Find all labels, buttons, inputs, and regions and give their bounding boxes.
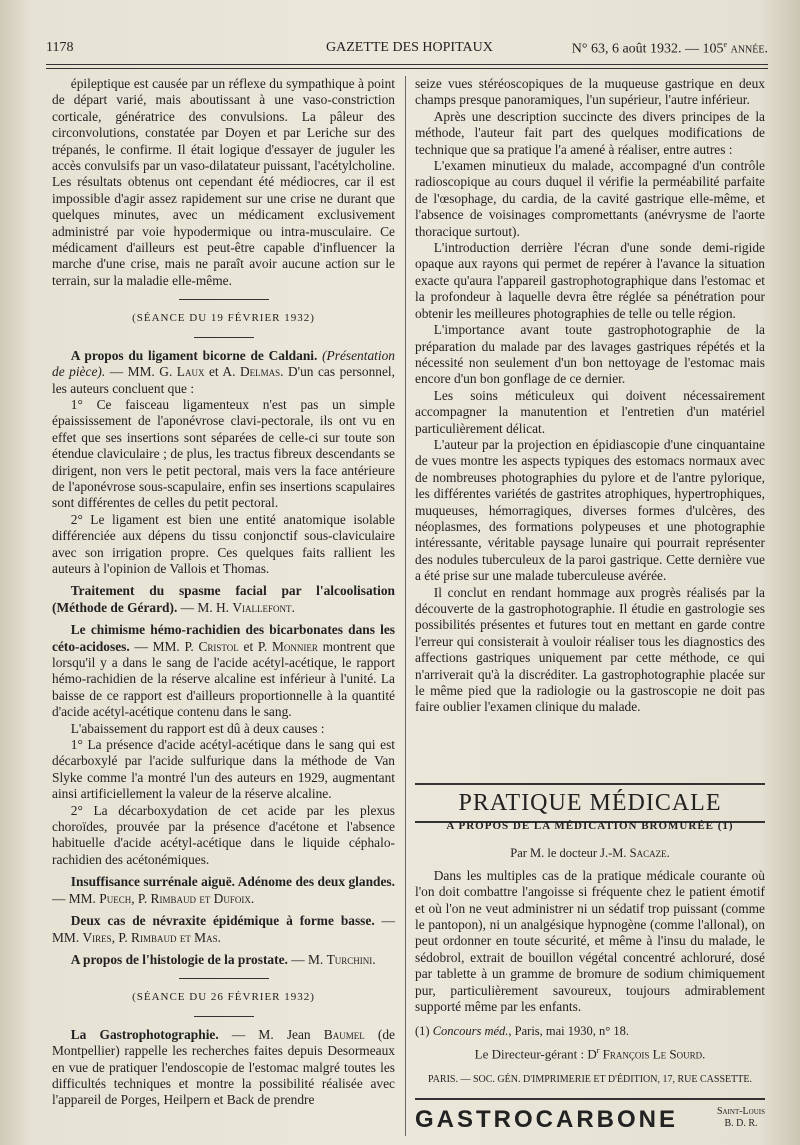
header-rule xyxy=(46,64,768,65)
paragraph: L'importance avant toute gastrophotographie de la préparation du malade par des lavages gastriques répétés et la nécessité non seulement d'un bon nettoyage de l'estomac mais encore d'un bon gonflage de ce dernier. xyxy=(415,322,765,387)
publisher-line: Le Directeur-gérant : $D^r$ François Le Sourd. xyxy=(474,1046,706,1062)
journal-title: GAZETTE DES HOPITAUX xyxy=(326,40,493,55)
session-heading: (SÉANCE DU 19 FÉVRIER 1932) xyxy=(132,312,315,325)
page-number: 1178 xyxy=(46,40,74,55)
article-title: A PROPOS DE LA MÉDICATION BROMURÉE (1) xyxy=(446,820,734,832)
paragraph: 1° La présence d'acide acétyl-acétique dans le sang qui est décarboxylé par l'acide sulfurique dans la méthode de Van Slyke comme l'a montré l'un des auteurs en 1929, augmentant ainsi artificiellement la valeur de la réserve alcaline. xyxy=(52,737,395,802)
paragraph: épileptique est causée par un réflexe du sympathique à point de départ varié, mais aboutissant à une vaso-constriction corticale, génératrice des convulsions. La pâleur des circonvolutions, constatée par Doyen et par Leriche sur des trépanés, le confirme. Il était logique d'essayer de juguler les accès convulsifs par un vaso-dilatateur puissant, l'acétylcholine. Les résultats obtenus ont cependant été médiocres, car il est impossible d'agir assez rapidement sur une crise ne durant que quelques minutes, avec un médicament exclusivement administré par voie hypodermique ou intra-musculaire. Ce médicament d'ailleurs est peut-être capable d'influencer la marche d'une crise, mais ne paraît avoir aucune action sur le terrain, sur la maladie elle-même. xyxy=(52,76,395,288)
article-prostate: A propos de l'histologie de la prostate. — M. Turchini. xyxy=(70,951,376,967)
article-gastrophotographie: La Gastrophotographie. — M. Jean Baumel (de Montpellier) rappelle les recherches faites depuis Desormeaux en vue de pratiquer l'endoscopie de l'estomac malgré toutes les difficultés techniques et montre la possibilité réalisée avec l'appareil de Porges, Heilpern et Back de prendre xyxy=(52,1026,395,1108)
left-column xyxy=(52,76,395,1109)
column-divider xyxy=(405,76,406,1136)
separator xyxy=(179,978,269,979)
advertisement xyxy=(415,1098,765,1140)
header-rule-2 xyxy=(46,68,768,69)
article-surrenale: Insuffisance surrénale aiguë. Adénome des deux glandes. — MM. Puech, P. Rimbaud et Dufoix. xyxy=(52,874,395,906)
paragraph: L'abaissement du rapport est dû à deux causes : xyxy=(70,720,325,736)
issue-info: N° 63, 6 août 1932. — 105e année. xyxy=(571,40,768,57)
paragraph: L'introduction derrière l'écran d'une sonde demi-rigide opaque aux rayons qui permet de repérer à l'avance la situation exacte qu'aura l'appareil gastrophotographique dans l'estomac et la profondeur à laquelle devra être réglée sa pénétration pour obtenir les meilleures photographies de telle ou telle région. xyxy=(415,240,765,321)
ad-brand: GASTROCARBONE xyxy=(415,1106,679,1133)
imprint: PARIS. — SOC. GÉN. D'IMPRIMERIE ET D'ÉDITION, 17, RUE CASSETTE. xyxy=(428,1074,752,1085)
separator xyxy=(194,1016,254,1017)
section-title: PRATIQUE MÉDICALE xyxy=(415,783,765,823)
article-chimisme: Le chimisme hémo-rachidien des bicarbonates dans les céto-acidoses. — MM. P. Cristol et P. Monnier montrent que lorsqu'il y a dans le sang de l'acide acétyl-acétique, le rapport hémo-rachidien de la réserve alcaline est inférieur à l'unité. La baisse de ce rapport est d'ailleurs proportionnelle à la quantité d'acide acétyl-acétique contenu dans le sang. xyxy=(52,622,395,720)
running-header xyxy=(46,40,768,64)
article-spasme: Traitement du spasme facial par l'alcoolisation (Méthode de Gérard). — M. H. Viallefont. xyxy=(52,583,395,615)
ad-lab: Saint-Louis B. D. R. xyxy=(716,1106,765,1129)
footnote: (1) Concours méd., Paris, mai 1930, n° 18. xyxy=(415,1024,630,1038)
paragraph: Après une description succincte des divers principes de la méthode, l'auteur fait part des quelques modifications de technique que sa pratique l'a amené à réaliser, entre autres : xyxy=(415,108,765,157)
paragraph: 2° Le ligament est bien une entité anatomique isolable différenciée aux dépens du tissu conjonctif sous-claviculaire avec son irrigation propre. Ces quelques faits rallient les auteurs à l'opinion de Vallois et Thomas. xyxy=(52,511,395,576)
article-nevraxite: Deux cas de névraxite épidémique à forme basse. — MM. Vires, P. Rimbaud et Mas. xyxy=(52,913,395,945)
paragraph: L'auteur par la projection en épidiascopie d'une cinquantaine de vues montre les aspects typiques des estomacs normaux avec de nombreuses photographies du pylore et de l'antre pylorique, les différentes variétés de gastrites atrophiques, hypertrophiques, muqueuses, hémorragiques, diverses formes d'ulcères, des néoplasmes, des formations polypeuses et une photographie intéressante, véritable paysage lunaire qui pourrait représenter des nodules tuberculeux de la paroi gastrique. Cette dernière vue a été prise sur une malade tuberculeuse avérée. xyxy=(415,436,765,584)
paragraph: seize vues stéréoscopiques de la muqueuse gastrique en deux champs presque panoramiques, l'un supérieur, l'autre inférieur. xyxy=(415,76,765,108)
paragraph: 1° Ce faisceau ligamenteux n'est pas un simple épaississement de l'aponévrose clavi-pectorale, ils ont vu en effet que ses insertions sont séparées de celle-ci sur toute son étendue claviculaire ; de plus, les tractus fibreux descendants se dirigent, non vers le petit pectoral, mais vers la face antérieure de l'aponévrose sous-scapulaire, enfin ses insertions scapulaires sont différentes de celles du petit pectoral. xyxy=(52,396,395,511)
paragraph: Il conclut en rendant hommage aux progrès réalisés par la découverte de la gastrophotographie. Il étudie en gastrologie ses possibilités présentes et futures tout en mettant en garde contre l'erreur qui consisterait à vouloir réaliser tous les diagnostics des affections gastriques uniquement par cette méthode, ce qui n'arriverait qu'à la discréditer. La gastrophotographie placée sur le même pied que la radiologie ou la gastroscopie ne doit pas faire oublier l'examen clinique du malade. xyxy=(415,584,765,715)
paragraph: Les soins méticuleux qui doivent nécessairement accompagner la manutention et l'entretien d'un matériel particulièrement délicat. xyxy=(415,387,765,436)
paragraph: 2° La décarboxydation de cet acide par les plexus choroïdes, prouvée par la présence d'acétone et l'absence habituelle d'acide acétyl-acétique dans le liquide céphalo-rachidien des acétonémiques. xyxy=(52,802,395,867)
article-author: Par M. le docteur J.-M. Sacaze. xyxy=(510,846,670,861)
article-ligament: A propos du ligament bicorne de Caldani. (Présentation de pièce). — MM. G. Laux et A. Delmas. D'un cas personnel, les auteurs concluent que : xyxy=(52,347,395,396)
paragraph: Dans les multiples cas de la pratique médicale courante où l'on doit combattre l'angoisse si fréquente chez le patient émotif et où l'on ne veut administrer ni un sédatif trop puissant (comme le pantopon), ni un analgésique hypnogène (comme l'allonal), on peut ordonner en toute sécurité, et même à l'insu du malade, le sédobrol, extrait de bouillon végétal concentré achloruré, dosé par tablette à un gramme de bromure de sodium chimiquement pur, particulièrement savoureux, toujours admirablement supporté même par les enfants. xyxy=(415,867,765,1015)
separator xyxy=(179,299,269,300)
session-heading: (SÉANCE DU 26 FÉVRIER 1932) xyxy=(132,991,315,1004)
paragraph: L'examen minutieux du malade, accompagné d'un contrôle radioscopique au cours duquel il vérifie la perméabilité parfaite de l'œsophage, du cardia, de la cavité gastrique elle-même, et l'absence de voisinages compromettants (anévrysme de l'aorte thoracique surtout). xyxy=(415,158,765,239)
article-bromure xyxy=(415,818,765,1015)
right-column xyxy=(415,76,765,716)
separator xyxy=(194,337,254,338)
